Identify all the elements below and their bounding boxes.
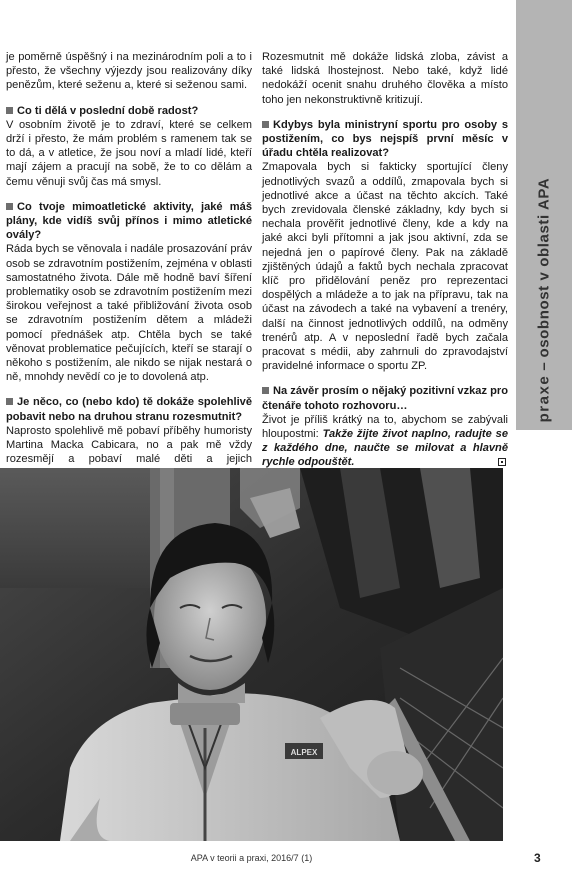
answer-4: Zmapovala bych si fakticky sportující členy jednotlivých svazů a oddílů, zmapovala bych si jednotlivé akce a účast na těchto akcích. Také bych zrevidovala členské základny, kdy bych si nechala prověřit jednotlivé členy, kde a kdy na jaké akci byli přítomni a jak jsou aktivní, zda se nejedná jen o papírové členy. Pak na základě zjištěných údajů a faktů bych nechala zpracovat klíč pro přidělování peněz pro reprezentaci dospělých a mládeže a to jak na přípravu, tak na účast na závodech a také na vybavení a trenéry, další na činnost jednotlivých oddílů, na odměny trenérů atp. A v neposlední řadě bych začala pracovat s médii, aby zahrnuli do zpravodajství pravidelné informace o sportu ZP.: [262, 161, 508, 373]
question-1-text: Co ti dělá v poslední době radost?: [17, 104, 199, 117]
question-3: [6, 395, 252, 423]
section-dash: –: [535, 361, 553, 371]
left-column: [6, 50, 252, 492]
bullet-square-icon: [6, 398, 13, 405]
qa-block-2: [6, 200, 252, 385]
question-2: [6, 200, 252, 243]
answer-3-continued: Rozesmutnit mě dokáže lidská zloba, závist a také lidská lhostejnost. Nebo také, když lidé nedokáží ocenit snahu druhého člověka a místo toho jen nekonstruktivně kritizují.: [262, 51, 508, 106]
bullet-square-icon: [6, 203, 13, 210]
answer-2: Ráda bych se věnovala i nadále prosazování práv osob se zdravotním postižením, zejména v oblasti samostatného života. Dále mě hodně baví šíření problematiky osob se zdravotním postižením mezi širokou veřejnost a také přibližování života osob se zdravotním postižením dětem a mládeži pomocí přednášek atp. Chtěla bych se také věnovat problematice pečujících, kteří se starají o někoho s postižením, ale nikdo se nijak nestará o ně, mnohdy nevědí co je to dovolená atp.: [6, 243, 253, 384]
question-1: [6, 104, 252, 118]
question-5: [262, 384, 508, 412]
question-3-text: Je něco, co (nebo kdo) tě dokáže spolehlivě pobavit nebo na druhou stranu rozesmutnit?: [6, 396, 252, 423]
section-topic: osobnost v oblasti APA: [535, 177, 553, 358]
athlete-photo-illustration: [0, 468, 503, 841]
answer-5: Život je příliš krátký na to, abychom se zabývali hloupostmi:: [262, 413, 508, 441]
question-2-text: Co tvoje mimoatletické aktivity, jaké máš plány, kde vidíš svůj přínos i mimo atletické ovály?: [6, 200, 252, 242]
qa-block-1: [6, 104, 252, 189]
right-column: [262, 50, 508, 481]
question-4: [262, 118, 508, 161]
section-side-label: [536, 178, 553, 423]
bullet-square-icon: [262, 387, 269, 394]
jacket-logo: ALPEX: [290, 748, 318, 757]
section-name: praxe: [535, 374, 553, 423]
article-end-icon: [498, 458, 506, 466]
question-5-text: Na závěr prosím o nějaký pozitivní vzkaz pro čtenáře tohoto rozhovoru…: [262, 385, 508, 412]
answer-3: Naprosto spolehlivě mě pobaví příběhy humoristy Martina Macka Cabicara, no a pak mě vždy rozesmějí a pobaví malé děti a jejich: [6, 424, 252, 466]
answer-1: V osobním životě je to zdraví, které se celkem drží i přesto, že mám problém s ramenem tak se to dá, a v atletice, že jsou noví a mladí lidé, kteří mají zájem a pracují na sobě, že to co dělám a čemu věnuji svůj čas má smysl.: [6, 118, 252, 188]
bullet-square-icon: [6, 107, 13, 114]
page-number: 3: [534, 851, 541, 865]
bullet-square-icon: [262, 121, 269, 128]
question-4-text: Kdybys byla ministryní sportu pro osoby s postižením, co bys nejspíš první měsíc v úřadu chtěla realizovat?: [262, 118, 508, 160]
qa-block-5: [262, 384, 508, 469]
qa-block-4: [262, 118, 508, 374]
journal-footer: APA v teorii a praxi, 2016/7 (1): [190, 853, 313, 863]
athlete-photo: [0, 468, 503, 841]
closing-message: Takže žijte život naplno, radujte se z každého dne, naučte se milovat a hlavně rychle odpouštět.: [262, 428, 508, 469]
intro-paragraph: je poměrně úspěšný i na mezinárodním poli a to i přesto, že všechny výjezdy jsou realizovány díky penězům, které seženu a, které si seženou sami.: [6, 51, 252, 92]
